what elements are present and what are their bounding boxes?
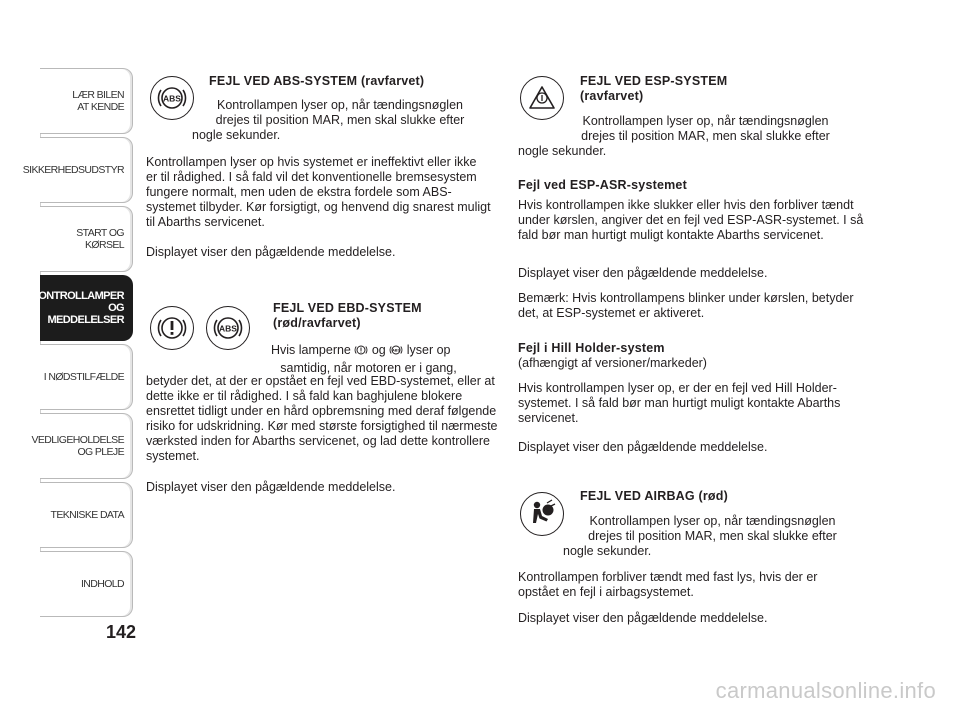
airbag-body: Kontrollampen forbliver tændt med fast lys, hvis der er opstået en fejl i airbagsystemet. <box>518 570 818 599</box>
ebd-intro-text: og <box>371 343 386 357</box>
airbag-intro-line: drejes til position MAR, men skal slukke efter <box>588 529 837 543</box>
tab-label: INDHOLD <box>80 578 124 590</box>
esp-sub2-title: Fejl i Hill Holder-system <box>518 341 665 355</box>
tab-tekniske-data[interactable] <box>40 482 133 548</box>
airbag-intro-end: nogle sekunder. <box>563 544 652 558</box>
tab-sikkerhedsudstyr[interactable] <box>22 137 133 203</box>
esp-title-line: (ravfarvet) <box>580 89 644 103</box>
airbag-warning-icon <box>520 492 564 536</box>
airbag-title: FEJL VED AIRBAG (rød) <box>580 489 728 503</box>
airbag-intro-line: Kontrollampen lyser op, når tændingsnøglen <box>589 514 836 528</box>
abs-warning-icon <box>389 343 403 361</box>
chapter-tabs <box>22 68 133 620</box>
ebd-intro <box>271 343 496 376</box>
tab-indhold[interactable] <box>40 551 133 617</box>
brake-warning-icon <box>150 306 194 350</box>
tab-laer-bilen[interactable] <box>40 68 133 134</box>
page-number: 142 <box>105 622 136 642</box>
ebd-intro-line: samtidig, når motoren er i gang, <box>280 361 457 375</box>
tab-nodstilfaelde[interactable] <box>40 344 133 410</box>
airbag-display: Displayet viser den pågældende meddelelse. <box>518 611 768 625</box>
ebd-title <box>273 301 422 331</box>
abs-intro-line: Kontrollampen lyser op, når tændingsnøglen <box>217 98 463 112</box>
tab-label: I NØDSTILFÆLDE <box>43 371 124 383</box>
esp-sub1-display: Displayet viser den pågældende meddelelse. <box>518 266 768 280</box>
watermark: carmanualsonline.info <box>715 678 936 703</box>
ebd-intro-text: Hvis lamperne <box>271 343 351 357</box>
ebd-body: betyder det, at der er opstået en fejl ved EBD-systemet, eller at dette ikke er til rådighed. I så fald kan baghjulene blokere ensrettet tidligt under en hård opbremsning med deraf følgende risiko for udskridning. Kør med største forsigtighed til nærmeste værksted inden for Abarths servicenet, og lad dette kontrollere systemet. <box>146 374 498 463</box>
esp-sub1-body: Hvis kontrollampen ikke slukker eller hvis den forbliver tændt under kørslen, angiver det en fejl ved ESP-ASR-systemet. I så fald bør man hurtigt muligt kontakte Abarths servicenet. <box>518 198 864 242</box>
esp-sub1-title: Fejl ved ESP-ASR-systemet <box>518 178 687 192</box>
tab-label: LÆR BILEN AT KENDE <box>72 89 124 113</box>
esp-intro-line: Kontrollampen lyser op, når tændingsnøglen <box>582 114 829 128</box>
tab-kontrollamper[interactable] <box>30 275 133 341</box>
abs-intro <box>190 98 490 143</box>
tab-label: START OG KØRSEL <box>76 227 124 251</box>
esp-sub2-body: Hvis kontrollampen lyser op, er der en fejl ved Hill Holder-systemet. I så fald bør man hurtigt muligt kontakte Abarths servicenet. <box>518 381 841 425</box>
ebd-title-line: FEJL VED EBD-SYSTEM <box>273 301 422 315</box>
airbag-intro <box>560 514 865 544</box>
tab-label: SIKKERHEDSUDSTYR <box>22 164 124 176</box>
esp-intro-end: nogle sekunder. <box>518 144 607 158</box>
svg-text:ABS: ABS <box>392 348 401 353</box>
esp-sub2-note: (afhængigt af versioner/markeder) <box>518 356 707 370</box>
ebd-display: Displayet viser den pågældende meddelelse. <box>146 480 396 494</box>
abs-body: Kontrollampen lyser op hvis systemet er ineffektivt eller ikke er til rådighed. I så fald vil det konventionelle bremsesystem fungere normalt, men uden de ekstra fordele som ABS-systemet tilbyder. Kør forsigtigt, og henvend dig snarest muligt til Abarths servicenet. <box>146 155 491 229</box>
ebd-intro-text: lyser op <box>406 343 451 357</box>
svg-text:ABS: ABS <box>219 323 237 334</box>
abs-warning-icon <box>206 306 250 350</box>
abs-intro-line: drejes til position MAR, men skal slukke efter <box>215 113 465 127</box>
esp-note: Bemærk: Hvis kontrollampens blinker under kørslen, betyder det, at ESP-systemet er aktiveret. <box>518 291 854 320</box>
ebd-intro-line <box>271 343 496 361</box>
esp-sub2-display: Displayet viser den pågældende meddelelse. <box>518 440 768 454</box>
tab-label: KONTROLLAMPER OG MEDDELELSER <box>30 290 124 326</box>
abs-warning-icon <box>150 76 194 120</box>
svg-text:ABS: ABS <box>163 93 181 104</box>
esp-title-line: FEJL VED ESP-SYSTEM <box>580 74 728 88</box>
abs-title: FEJL VED ABS-SYSTEM (ravfarvet) <box>209 74 425 88</box>
abs-display: Displayet viser den pågældende meddelelse. <box>146 245 396 259</box>
tab-label: VEDLIGEHOLDELSE OG PLEJE <box>31 434 124 458</box>
esp-title <box>580 74 727 104</box>
tab-vedligeholdelse[interactable] <box>31 413 133 479</box>
tab-label: TEKNISKE DATA <box>50 509 124 521</box>
brake-warning-icon <box>354 343 368 361</box>
tab-start-og-korsel[interactable] <box>40 206 133 272</box>
esp-intro-line: drejes til position MAR, men skal slukke efter <box>581 129 830 143</box>
ebd-title-line: (rød/ravfarvet) <box>273 316 361 330</box>
abs-intro-line: nogle sekunder. <box>192 128 281 142</box>
esp-intro <box>548 114 863 144</box>
